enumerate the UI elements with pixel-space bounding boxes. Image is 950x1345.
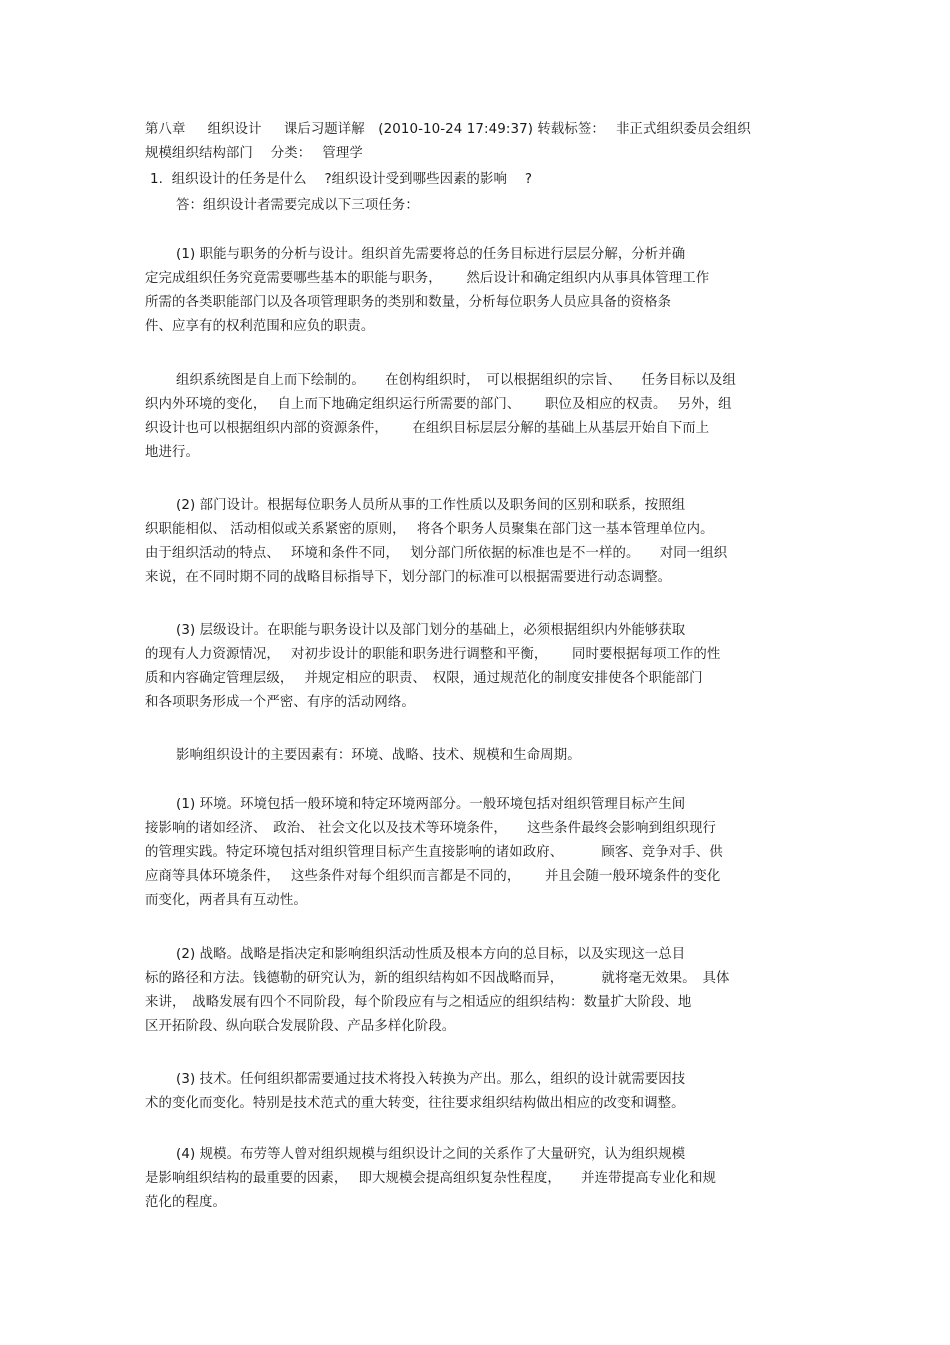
task2-line-3: 由于组织活动的特点、 环境和条件不同， 划分部门所依据的标准也是不一样的。 对同一组织 xyxy=(145,546,728,561)
question-1: 1. 组织设计的任务是什么 ?组织设计受到哪些因素的影响 ? xyxy=(150,172,533,187)
factor1-line-3: 的管理实践。特定环境包括对组织管理目标产生直接影响的诸如政府、 顾客、竞争对手、供 xyxy=(145,845,723,860)
factor1-line-2: 接影响的诸如经济、 政治、 社会文化以及技术等环境条件， 这些条件最终会影响到组织现行 xyxy=(145,821,717,836)
factor3-line-1: (3) 技术。任何组织都需要通过技术将投入转换为产出。那么，组织的设计就需要因技 xyxy=(176,1072,686,1087)
task3-line-3: 质和内容确定管理层级， 并规定相应的职责、 权限，通过规范化的制度安排使各个职能部门 xyxy=(145,671,703,686)
task3-line-1: (3) 层级设计。在职能与职务设计以及部门划分的基础上，必须根据组织内外能够获取 xyxy=(176,623,686,638)
header-line-1: 第八章 组织设计 课后习题详解 (2010-10-24 17:49:37) 转载标签： 非正式组织委员会组织 xyxy=(145,122,751,137)
system-chart-line-4: 地进行。 xyxy=(145,445,199,460)
factor4-line-2: 是影响组织结构的最重要的因素， 即大规模会提高组织复杂性程度， 并连带提高专业化和规 xyxy=(145,1171,717,1186)
task1-line-3: 所需的各类职能部门以及各项管理职务的类别和数量，分析每位职务人员应具备的资格条 xyxy=(145,295,672,310)
task1-line-1: (1) 职能与职务的分析与设计。组织首先需要将总的任务目标进行层层分解，分析并确 xyxy=(176,247,686,262)
factors-intro: 影响组织设计的主要因素有：环境、战略、技术、规模和生命周期。 xyxy=(176,748,581,763)
system-chart-line-2: 织内外环境的变化， 自上而下地确定组织运行所需要的部门、 职位及相应的权责。 另外，组 xyxy=(145,397,732,412)
header-line-2: 规模组织结构部门 分类： 管理学 xyxy=(145,146,363,161)
task3-line-4: 和各项职务形成一个严密、有序的活动网络。 xyxy=(145,695,415,710)
factor1-line-5: 而变化，两者具有互动性。 xyxy=(145,893,307,908)
factor1-line-4: 应商等具体环境条件， 这些条件对每个组织而言都是不同的， 并且会随一般环境条件的变化 xyxy=(145,869,721,884)
task2-line-2: 织职能相似、 活动相似或关系紧密的原则， 将各个职务人员聚集在部门这一基本管理单位内。 xyxy=(145,522,714,537)
factor3-line-2: 术的变化而变化。特别是技术范式的重大转变，往往要求组织结构做出相应的改变和调整。 xyxy=(145,1096,685,1111)
factor4-line-1: (4) 规模。布劳等人曾对组织规模与组织设计之间的关系作了大量研究，认为组织规模 xyxy=(176,1147,686,1162)
factor2-line-3: 来讲， 战略发展有四个不同阶段，每个阶段应有与之相适应的组织结构：数量扩大阶段、地 xyxy=(145,995,692,1010)
factor2-line-1: (2) 战略。战略是指决定和影响组织活动性质及根本方向的总目标，以及实现这一总目 xyxy=(176,947,686,962)
task1-line-2: 定完成组织任务究竟需要哪些基本的职能与职务， 然后设计和确定组织内从事具体管理工作 xyxy=(145,271,710,286)
task1-line-4: 件、应享有的权利范围和应负的职责。 xyxy=(145,319,375,334)
task2-line-1: (2) 部门设计。根据每位职务人员所从事的工作性质以及职务间的区别和联系，按照组 xyxy=(176,498,686,513)
answer-intro: 答：组织设计者需要完成以下三项任务： xyxy=(176,198,419,213)
factor2-line-4: 区开拓阶段、纵向联合发展阶段、产品多样化阶段。 xyxy=(145,1019,456,1034)
task2-line-4: 来说，在不同时期不同的战略目标指导下，划分部门的标准可以根据需要进行动态调整。 xyxy=(145,570,672,585)
factor1-line-1: (1) 环境。环境包括一般环境和特定环境两部分。一般环境包括对组织管理目标产生间 xyxy=(176,797,686,812)
factor4-line-3: 范化的程度。 xyxy=(145,1195,226,1210)
system-chart-line-1: 组织系统图是自上而下绘制的。 在创构组织时， 可以根据组织的宗旨、 任务目标以及组 xyxy=(176,373,736,388)
factor2-line-2: 标的路径和方法。钱德勒的研究认为，新的组织结构如不因战略而异， 就将毫无效果。 具体 xyxy=(145,971,730,986)
task3-line-2: 的现有人力资源情况， 对初步设计的职能和职务进行调整和平衡， 同时要根据每项工作的性 xyxy=(145,647,721,662)
system-chart-line-3: 织设计也可以根据组织内部的资源条件， 在组织目标层层分解的基础上从基层开始自下而上 xyxy=(145,421,710,436)
